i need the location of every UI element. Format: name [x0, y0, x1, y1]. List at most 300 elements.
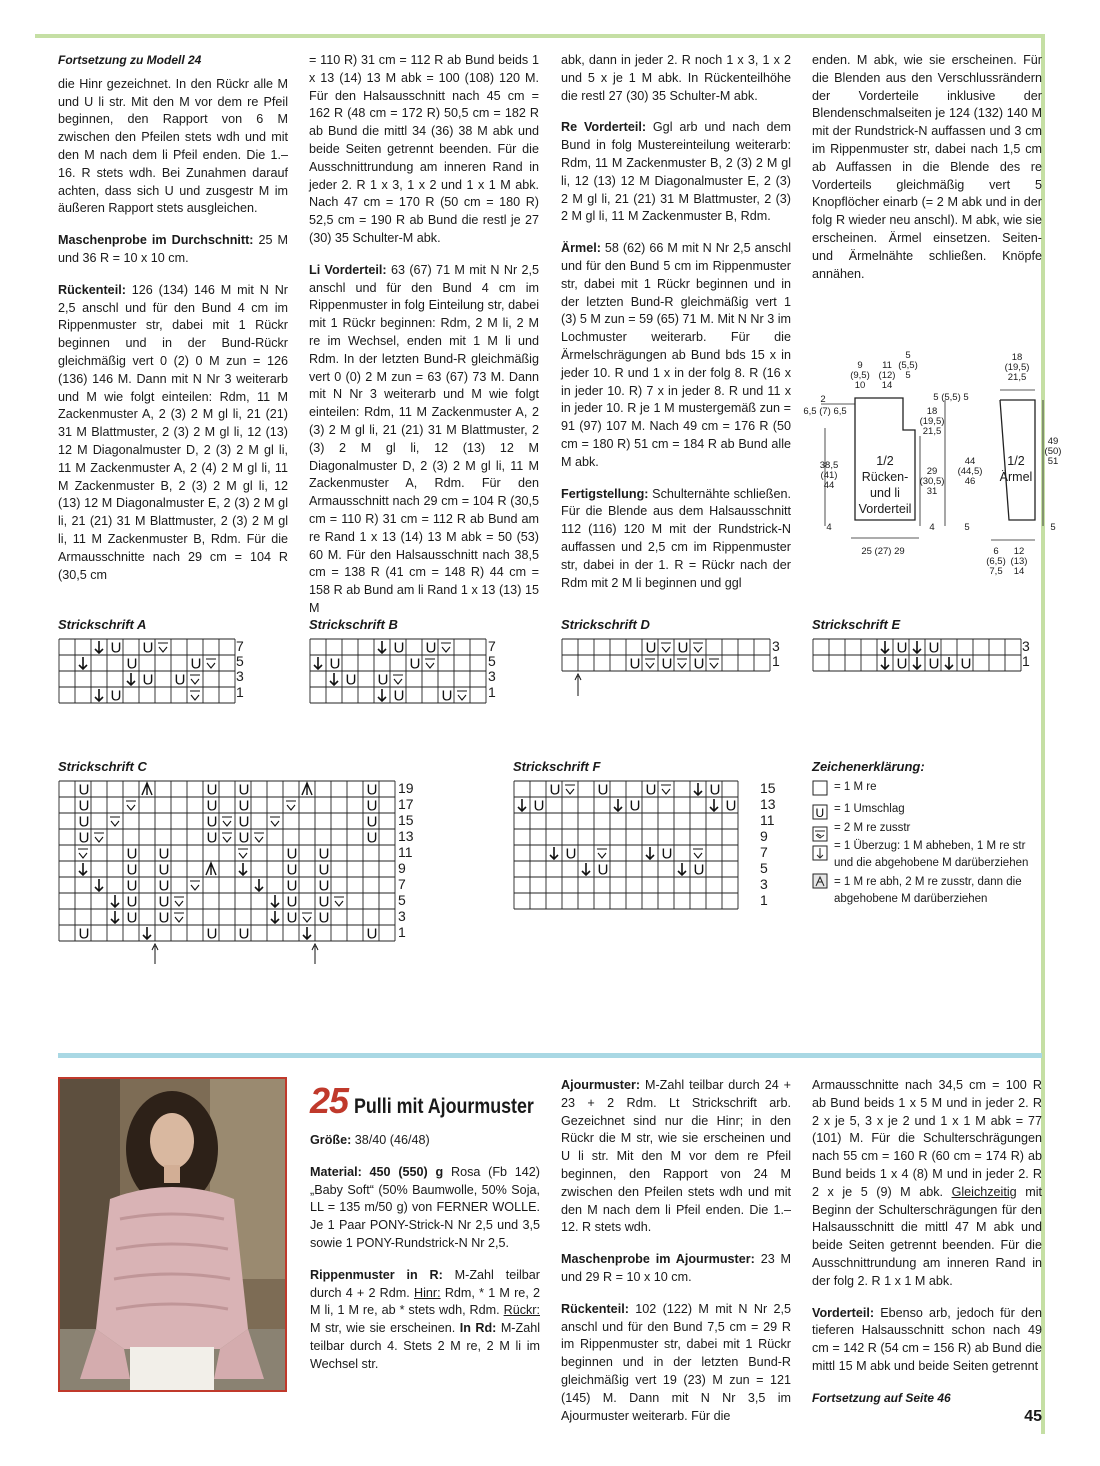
chart-symbol-U — [191, 656, 202, 673]
svg-text:U: U — [238, 797, 250, 815]
chart-symbol-D — [881, 641, 889, 653]
dim-19-5b: (19,5) — [1004, 362, 1030, 373]
svg-text:U: U — [126, 655, 138, 673]
continuation-header: Fortsetzung zu Modell 24 — [58, 53, 202, 67]
dim-9: 9 — [857, 360, 863, 371]
chart-symbol-D — [79, 863, 87, 875]
chart-symbol-U — [897, 656, 908, 673]
model-title — [310, 1080, 566, 1122]
svg-text:U: U — [693, 655, 705, 673]
svg-text:U: U — [377, 671, 389, 689]
svg-text:U: U — [286, 909, 298, 927]
svg-text:U: U — [366, 797, 378, 815]
row-f-11: 11 — [760, 812, 775, 828]
chart-symbol-U — [394, 640, 405, 657]
dim-5-5a: (5,5) — [898, 360, 918, 371]
svg-text:U: U — [533, 797, 545, 815]
size-label: Größe: — [310, 1133, 352, 1147]
svg-text:U: U — [158, 861, 170, 879]
ruecken-label: Rückenteil: — [561, 1301, 629, 1316]
svg-text:U: U — [318, 909, 330, 927]
chart-symbol-U — [207, 782, 218, 799]
model-photo — [58, 1077, 287, 1392]
legend-symbols — [812, 780, 834, 900]
svg-text:U: U — [645, 639, 657, 657]
svg-text:U: U — [238, 829, 250, 847]
chart-symbol-K — [457, 691, 467, 700]
chart-symbol-U — [287, 862, 298, 879]
body-label-3: und li — [870, 486, 900, 500]
svg-text:U: U — [286, 845, 298, 863]
chart-symbol-U — [319, 862, 330, 879]
dim-5-5-5: 5 (5,5) 5 — [933, 392, 969, 403]
svg-text:U: U — [238, 813, 250, 831]
row-c-19: 19 — [398, 780, 414, 796]
chart-symbol-K — [190, 881, 200, 890]
chart-symbol-K — [270, 817, 280, 826]
ruecken-text: 102 (122) M mit N Nr 2,5 anschl und für den Bund 7,5 cm = 29 R im Rippenmuster str, dabei mit 1 Rückr beginnen und in der letzten Bund-R gleichmäßig vert 19 (23) M zun = 121 (145) M. Dann mit N Nr 3,5 im Ajourmuster weiterarb. Für die — [561, 1301, 792, 1423]
chart-symbol-U — [239, 782, 250, 799]
col4-para-1: enden. M abk, wie sie erscheinen. Für die Blenden aus den Verschlussrändern der Vorderteile inklusive der Blendenschmalseiten je 124 (132) 140 M mit der Rundstrick-N auffassen und 3 cm im Rippenmuster str, dabei nach 1,5 cm ab Auffassen in die Blende des re Vorderteils gleichmäßig vert 5 Knopflöcher einarb (= 2 M abk und in der folg R wieder neu anschl). M abk, wie sie erscheinen. Ärmel einsetzen. Seiten- und Ärmelnähte schließen. Knöpfe annähen. — [812, 53, 1042, 281]
chart-symbol-D — [79, 657, 87, 669]
dim-4a: 4 — [826, 522, 832, 533]
continued-note: Fortsetzung auf Seite 46 — [812, 1390, 951, 1405]
row-d-3: 3 — [772, 638, 780, 654]
row-d-1: 1 — [772, 653, 780, 669]
chart-symbol-U — [678, 640, 689, 657]
row-c-11: 11 — [398, 844, 413, 860]
chart-symbol-U — [426, 640, 437, 657]
chart-symbol-K — [286, 801, 296, 810]
chart-symbol-D — [95, 641, 103, 653]
svg-text:U: U — [677, 639, 689, 657]
svg-text:U: U — [709, 781, 721, 799]
svg-text:U: U — [393, 687, 405, 704]
text-column-4 — [812, 52, 1042, 297]
chart-symbol-K — [110, 817, 120, 826]
svg-text:U: U — [693, 861, 705, 879]
dim-12: (12) — [878, 370, 896, 381]
rib-hinr: Hinr: — [414, 1285, 441, 1300]
chart-symbol-U — [330, 656, 341, 673]
row-f-9: 9 — [760, 828, 768, 844]
svg-text:U: U — [158, 845, 170, 863]
chart-symbol-U — [175, 672, 186, 689]
legend-title: Zeichenerklärung: — [812, 759, 925, 774]
chart-symbol-K — [238, 849, 248, 858]
legend-5a: = 1 M re abh, 2 M re zusstr, dann die — [834, 876, 1022, 888]
chart-symbol-D — [646, 847, 654, 859]
svg-text:U: U — [896, 639, 908, 657]
probe-label: Maschenprobe im Ajourmuster: — [561, 1252, 755, 1267]
chart-symbol-U — [929, 640, 940, 657]
col1-para-2: 25 M und 36 R = 10 x 10 cm. — [58, 233, 288, 265]
chart-symbol-K — [393, 675, 403, 684]
chart-symbol-D — [378, 641, 386, 653]
svg-text:U: U — [565, 845, 577, 863]
col2-para-2: 63 (67) 71 M mit N Nr 2,5 anschl und für den Bund 4 cm im Rippenmuster in folg Einteilung str, dabei mit 1 Rückr beginnen: Rdm, 2 M li, 2 M re im Wechsel, enden mit 1 M li und Rdm. In der letzten Bund-R gleichmäßig vert 0 (0) 2 M zun = 63 (67) 73 M. Dann mit N Nr 3 weiterarb und M wie folgt einteilen: Rdm, 11 M Zackenmuster A, 2 (3) 2 M gl li, 21 (21) 31 M Blattmuster, 2 (3) 2 M gl li, 12 (13) 12 M Diagonalmuster D, 2 (3) 2 M gl li, 11 M Zackenmuster A, Rdm. Für den Armausschnitt nach 29 cm = 104 R (30,5 cm = 110 R) 31 cm = 112 R ab Bund am re Rand 1 x 13 (14) 13 M abk = 50 (53) 60 M. Für den Halsausschnitt nach 38,5 cm = 138 R (41 cm = 148 R) 44 cm = 158 R ab Bund am li Rand 1 x 13 (13) 15 M — [309, 262, 539, 615]
chart-symbol-K — [661, 785, 671, 794]
row-a-7: 7 — [236, 638, 244, 654]
col4-text-a: Armausschnitte nach 34,5 cm = 100 R ab Bund beids 1 x 5 M und in jeder 2. R 2 x je 5, 3 x je 2 und 1 x 1 M abk = 77 (101) M. Für die Schulterschrägungen nach 55 cm = 160 R (60 cm = 174 R) ab Bund beids 1 x 4 (8) M und in jeder 2. R 2 x je 5 (9) M abk. — [812, 1078, 1042, 1199]
svg-text:U: U — [158, 877, 170, 895]
col1-para-3: 126 (134) 146 M mit N Nr 2,5 anschl und für den Bund 4 cm im Rippenmuster str, dabei mit 1 Rückr beginnen und in der Bund-Rückr gleichmäßig vert 0 (2) 0 M zun = 126 (136) 146 M. Dann mit N Nr 3 weiterarb und M wie folgt einteilen: Rdm, 11 M Zackenmuster A, 2 (3) 2 M gl li, 21 (21) 31 M Blattmuster, 2 (3) 2 M gl li, 12 (13) 12 M Diagonalmuster D, 2 (3) 2 M gl li, 11 M Zackenmuster A, 2 (4) 2 M gl li, 11 M Zackenmuster B, 2 (3) 2 M gl li, 12 (13) 12 M Diagonalmuster E, 2 (3) 2 M gl li, 21 (21) 31 M Blattmuster, 2 (3) 2 M gl li, 11 M Zackenmuster B, Rdm. Für die Armausschnitte nach 29 cm = 104 R (30,5 cm — [58, 282, 288, 582]
dim-44b: 44 — [964, 456, 976, 467]
knit-chart-b — [309, 638, 509, 704]
chart-symbol-U — [319, 894, 330, 911]
legend-1: = 1 M re — [834, 781, 877, 793]
dim-5a: 5 — [905, 350, 911, 361]
chart-symbol-U — [598, 862, 609, 879]
col3-para-4: Schulternähte schließen. Für die Blende aus dem Halsausschnitt 112 (116) 120 M mit der Rundstrick-N auffassen und 2,5 cm im Rippenmuster str, dabei in der 1. R = Rückr nach der Rdm mit 2 M li beginnen und ggl — [561, 486, 791, 590]
row-c-5: 5 — [398, 892, 406, 908]
svg-text:U: U — [286, 877, 298, 895]
body-label-2: Rücken- — [861, 470, 909, 484]
chart-symbol-U — [239, 926, 250, 943]
rib-text-b: Rdm, * 1 M re, 2 M li, 1 M re, ab * stets wdh, Rdm. — [310, 1285, 541, 1318]
dim-31: 31 — [926, 486, 938, 497]
dim-21-5a: 21,5 — [922, 426, 942, 437]
svg-text:U: U — [725, 797, 737, 815]
dim-7-5: 7,5 — [989, 566, 1003, 577]
vorder-text: Ebenso arb, jedoch für den tieferen Halsausschnitt schon nach 49 cm = 142 R (54 cm = 156 R) ab Bund die mittl 15 M abk und beide Seiten getrennt — [812, 1305, 1043, 1373]
chart-symbol-U — [929, 656, 940, 673]
chart-symbol-D — [913, 657, 921, 669]
chart-symbol-U — [394, 688, 405, 704]
rib-rd-label: In Rd: — [459, 1321, 497, 1336]
svg-text:U: U — [629, 655, 641, 673]
chart-symbol-U — [630, 798, 641, 815]
svg-text:U: U — [928, 655, 940, 673]
chart-symbol-U — [207, 830, 218, 847]
material-text: Rosa (Fb 142) „Baby Soft“ (50% Baumwolle, 50% Soja, LL = 135 m/50 g) von FERNER WOLLE. Je 1 Paar PONY-Strick-N Nr 2,5 und 3,5 sowie 1 PONY-Rundstrick-N Nr 2,5. — [310, 1164, 540, 1250]
chart-symbol-U — [79, 830, 90, 847]
chart-symbol-U — [566, 846, 577, 863]
chart-symbol-D — [582, 863, 590, 875]
chart-symbol-U — [207, 814, 218, 831]
rib-label: Rippenmuster in R: — [310, 1267, 443, 1282]
chart-symbol-D — [111, 911, 119, 923]
chart-symbol-U — [726, 798, 737, 815]
chart-symbol-U — [159, 894, 170, 911]
chart-symbol-D — [378, 689, 386, 701]
dim-5c: 5 — [964, 522, 970, 533]
chart-symbol-D — [127, 673, 135, 685]
row-b-1: 1 — [488, 684, 496, 700]
dim-14: 14 — [881, 380, 893, 391]
chart-symbol-D — [881, 657, 889, 669]
dim-38-5: 38,5 — [819, 460, 839, 471]
rib-text-d: M-Zahl teilbar durch 4. Stets 2 M re, 2 M li im Wechsel str. — [310, 1321, 540, 1371]
legend-4a: = 1 Überzug: 1 M abheben, 1 M re str — [834, 840, 1026, 852]
svg-text:U: U — [126, 909, 138, 927]
page-frame-top — [35, 34, 1045, 38]
svg-text:U: U — [318, 845, 330, 863]
svg-text:U: U — [345, 671, 357, 689]
row-e-1: 1 — [1022, 653, 1030, 669]
row-f-15: 15 — [760, 780, 776, 796]
material-label: Material: 450 (550) g — [310, 1164, 444, 1179]
svg-text:U: U — [206, 925, 218, 943]
chart-symbol-D — [710, 799, 718, 811]
chart-symbol-U — [239, 798, 250, 815]
svg-text:U: U — [110, 639, 122, 657]
rib-text-a: M-Zahl teilbar durch 4 + 2 Rdm. — [310, 1267, 540, 1300]
svg-text:U: U — [896, 655, 908, 673]
svg-text:U: U — [366, 925, 378, 943]
dim-50: (50) — [1044, 446, 1062, 457]
chart-symbol-U — [79, 798, 90, 815]
chart-symbol-U — [550, 782, 561, 799]
chart-c-title: Strickschrift C — [58, 759, 147, 774]
chart-symbol-A — [206, 863, 216, 875]
row-a-3: 3 — [236, 668, 244, 684]
dim-5d: 5 — [1050, 522, 1056, 533]
garment-schematic — [795, 340, 1065, 585]
col4-text-b: mit Beginn der Schulterschrägungen für den Halsausschnitt die mittl 47 M abk und beide Seiten getrennt beenden. Für die Ausschnittrundung am inneren Rand in der folg 2. R 1 x 1 M abk. — [812, 1184, 1043, 1288]
svg-text:U: U — [366, 829, 378, 847]
svg-text:U: U — [78, 813, 90, 831]
chart-symbol-U — [646, 782, 657, 799]
legend-3: = 2 M re zusstr — [834, 822, 911, 834]
legend-4b: und die abgehobene M darüberziehen — [834, 857, 1029, 869]
chart-symbol-K — [222, 817, 232, 826]
chart-symbol-U — [598, 782, 609, 799]
ajour-text: M-Zahl teilbar durch 24 + 23 + 2 Rdm. Lt Strickschrift arb. Gezeichnet sind nur die Hinr; in den Rückr die M str, wie sie erscheinen und U li str. Mit den M vor dem re Pfeil beginnen, den Rapport von 24 M zwischen den Pfeilen stets wdh und mit den M nach dem li Pfeil enden. Die 1.–12. R stets wdh. — [561, 1078, 791, 1235]
chart-symbol-K — [693, 643, 703, 652]
svg-text:U: U — [645, 781, 657, 799]
svg-text:U: U — [78, 829, 90, 847]
chart-symbol-U — [367, 830, 378, 847]
dim-25: 25 (27) 29 — [861, 546, 905, 557]
dim-30-5: (30,5) — [919, 476, 945, 487]
svg-text:U: U — [78, 781, 90, 799]
sleeve-label-1: 1/2 — [1007, 454, 1025, 468]
dim-41: (41) — [820, 470, 838, 481]
svg-text:U: U — [206, 829, 218, 847]
dim-4b: 4 — [929, 522, 935, 533]
row-b-5: 5 — [488, 653, 496, 669]
svg-text:U: U — [629, 797, 641, 815]
chart-symbol-D — [95, 879, 103, 891]
chart-symbol-D — [913, 641, 921, 653]
chart-symbol-K — [174, 913, 184, 922]
svg-text:U: U — [366, 781, 378, 799]
dim-44-5: (44,5) — [957, 466, 983, 477]
chart-symbol-D — [314, 657, 322, 669]
knit-chart-e — [812, 638, 1042, 678]
chart-symbol-K — [425, 659, 435, 668]
chart-symbol-U — [662, 656, 673, 673]
sleeve-label-2: Ärmel — [999, 470, 1033, 484]
dim-21-5b: 21,5 — [1007, 372, 1027, 383]
chart-symbol-D — [330, 673, 338, 685]
svg-text:U: U — [318, 893, 330, 911]
chart-symbol-D — [518, 799, 526, 811]
chart-symbol-K — [441, 643, 451, 652]
svg-text:U: U — [597, 781, 609, 799]
chart-symbol-U — [287, 846, 298, 863]
chart-symbol-U — [694, 656, 705, 673]
chart-symbol-U — [143, 640, 154, 657]
row-c-13: 13 — [398, 828, 414, 844]
row-f-13: 13 — [760, 796, 776, 812]
svg-text:U: U — [126, 893, 138, 911]
chart-symbol-U — [646, 640, 657, 657]
chart-symbol-U — [287, 894, 298, 911]
chart-symbol-U — [207, 798, 218, 815]
svg-text:U: U — [286, 861, 298, 879]
row-c-15: 15 — [398, 812, 414, 828]
dim-6-5: 6,5 (7) 6,5 — [803, 406, 847, 417]
chart-symbol-D — [95, 689, 103, 701]
chart-symbol-D — [255, 879, 263, 891]
chart-symbol-K — [334, 897, 344, 906]
dim-51: 51 — [1047, 456, 1059, 467]
svg-text:U: U — [318, 861, 330, 879]
chart-symbol-K — [677, 659, 687, 668]
chart-symbol-U — [159, 910, 170, 927]
chart-symbol-U — [534, 798, 545, 815]
chart-symbol-K — [190, 691, 200, 700]
col3-label-aermel: Ärmel: — [561, 241, 601, 256]
chart-symbol-U — [159, 862, 170, 879]
chart-symbol-U — [207, 926, 218, 943]
chart-symbol-U — [897, 640, 908, 657]
chart-symbol-K — [302, 913, 312, 922]
chart-symbol-K — [693, 849, 703, 858]
chart-symbol-U — [710, 782, 721, 799]
dim-46: 46 — [964, 476, 976, 487]
chart-symbol-D — [239, 863, 247, 875]
col1-label-rueckenteil: Rückenteil: — [58, 282, 126, 297]
text-column-2 — [309, 52, 539, 632]
row-f-7: 7 — [760, 844, 768, 860]
row-c-7: 7 — [398, 876, 406, 892]
dim-18b: 18 — [1011, 352, 1023, 363]
svg-text:U: U — [238, 925, 250, 943]
chart-symbol-K — [126, 801, 136, 810]
svg-text:U: U — [318, 877, 330, 895]
chart-symbol-K — [190, 675, 200, 684]
dim-29: 29 — [926, 466, 938, 477]
chart-symbol-A — [142, 783, 152, 795]
row-f-3: 3 — [760, 876, 768, 892]
row-f-1: 1 — [760, 892, 768, 908]
chart-a-title: Strickschrift A — [58, 617, 147, 632]
chart-symbol-A — [302, 783, 312, 795]
size-value: 38/40 (46/48) — [354, 1133, 430, 1147]
svg-text:U: U — [661, 655, 673, 673]
chart-symbol-K — [206, 659, 216, 668]
svg-text:U: U — [286, 893, 298, 911]
chart-symbol-U — [287, 878, 298, 895]
chart-symbol-U — [367, 926, 378, 943]
chart-d-title: Strickschrift D — [561, 617, 650, 632]
row-a-5: 5 — [236, 653, 244, 669]
legend-5b: abgehobene M darüberziehen — [834, 893, 988, 905]
chart-symbol-K — [78, 849, 88, 858]
col3-para-1: abk, dann in jeder 2. R noch 1 x 3, 1 x 2 und 5 x je 1 M abk. In Rückenteilhöhe die restl 27 (30) 35 Schulter-M abk. — [561, 53, 791, 103]
chart-symbol-D — [111, 895, 119, 907]
chart-f-title: Strickschrift F — [513, 759, 601, 774]
chart-symbol-U — [79, 926, 90, 943]
svg-text:U: U — [190, 655, 202, 673]
chart-symbol-K — [565, 785, 575, 794]
dim-11: 11 — [882, 360, 892, 371]
model-number: 25 — [310, 1080, 349, 1121]
section-separator — [58, 1053, 1042, 1058]
row-c-17: 17 — [398, 796, 414, 812]
svg-text:U: U — [206, 797, 218, 815]
dim-14b: 14 — [1013, 566, 1025, 577]
svg-text:U: U — [441, 687, 453, 704]
chart-symbol-K — [158, 643, 168, 652]
chart-symbol-U — [127, 910, 138, 927]
chart-symbol-U — [127, 862, 138, 879]
svg-text:U: U — [206, 781, 218, 799]
knit-chart-f — [513, 780, 793, 910]
legend-yo-symbol: U — [815, 806, 825, 820]
chart-b-title: Strickschrift B — [309, 617, 398, 632]
col1-label-maschenprobe: Maschenprobe im Durchschnitt: — [58, 233, 254, 248]
row-e-3: 3 — [1022, 638, 1030, 654]
dim-2: 2 — [820, 394, 826, 405]
chart-symbol-U — [239, 830, 250, 847]
vorder-label: Vorderteil: — [812, 1305, 875, 1320]
dim-13: (13) — [1010, 556, 1028, 567]
dim-9-5: (9,5) — [850, 370, 870, 381]
chart-symbol-U — [378, 672, 389, 689]
chart-symbol-U — [159, 846, 170, 863]
chart-symbol-K — [645, 659, 655, 668]
chart-symbol-D — [694, 783, 702, 795]
svg-text:U: U — [549, 781, 561, 799]
svg-text:U: U — [110, 687, 122, 704]
chart-symbol-U — [239, 814, 250, 831]
chart-symbol-U — [410, 656, 421, 673]
chart-symbol-U — [662, 846, 673, 863]
svg-text:U: U — [158, 909, 170, 927]
chart-symbol-U — [319, 878, 330, 895]
svg-text:U: U — [597, 861, 609, 879]
chart-symbol-U — [367, 798, 378, 815]
model-name: Pulli mit Ajourmuster — [354, 1095, 534, 1118]
dim-18a: 18 — [926, 406, 938, 417]
body-label-4: Vorderteil — [858, 502, 912, 516]
row-b-3: 3 — [488, 668, 496, 684]
chart-symbol-U — [319, 846, 330, 863]
chart-symbol-K — [174, 897, 184, 906]
chart-symbol-D — [303, 927, 311, 939]
svg-text:U: U — [206, 813, 218, 831]
svg-text:U: U — [174, 671, 186, 689]
chart-symbol-U — [127, 878, 138, 895]
row-b-7: 7 — [488, 638, 496, 654]
col3-para-3: 58 (62) 66 M mit N Nr 2,5 anschl und für den Bund 5 cm im Rippenmuster str, dabei mit 1 Rückr beginnen und in der letzten Bund-R gleichmäßig vert 1 (3) 5 M zun = 59 (65) 71 M. Mit N Nr 3 im Lochmuster weiterarb. Für die Ärmelschrägungen ab Bund bds 15 x in jeder 10. R und 1 x in der folg 8. R (16 x in jeder 10. R) 7 x in jeder 8. R und 11 x in jeder 10. R je 1 M mustergemäß zun = 91 (97) 107 M. Nach 49 cm = 176 R (50 cm = 180 R) 51 cm = 184 R ab Bund alle M abk. — [561, 241, 791, 469]
row-f-5: 5 — [760, 860, 768, 876]
chart-symbol-D — [271, 911, 279, 923]
svg-text:U: U — [661, 845, 673, 863]
col3-para-2: Ggl arb und nach dem Bund in folg Mustereinteilung weiterarb: Rdm, 11 M Zackenmuster B, 2 (3) 2 M gl li, 12 (13) 12 M Diagonalmuster E, 2 (3) 2 M gl li, 21 (21) 31 M Blattmuster, 2 (3) 2 M gl li, 11 M Zackenmuster B, Rdm. — [561, 120, 791, 224]
svg-text:U: U — [425, 639, 437, 657]
chart-symbol-D — [945, 657, 953, 669]
svg-text:U: U — [126, 877, 138, 895]
svg-text:U: U — [238, 781, 250, 799]
chart-symbol-K — [709, 659, 719, 668]
chart-symbol-U — [127, 846, 138, 863]
chart-symbol-U — [79, 782, 90, 799]
